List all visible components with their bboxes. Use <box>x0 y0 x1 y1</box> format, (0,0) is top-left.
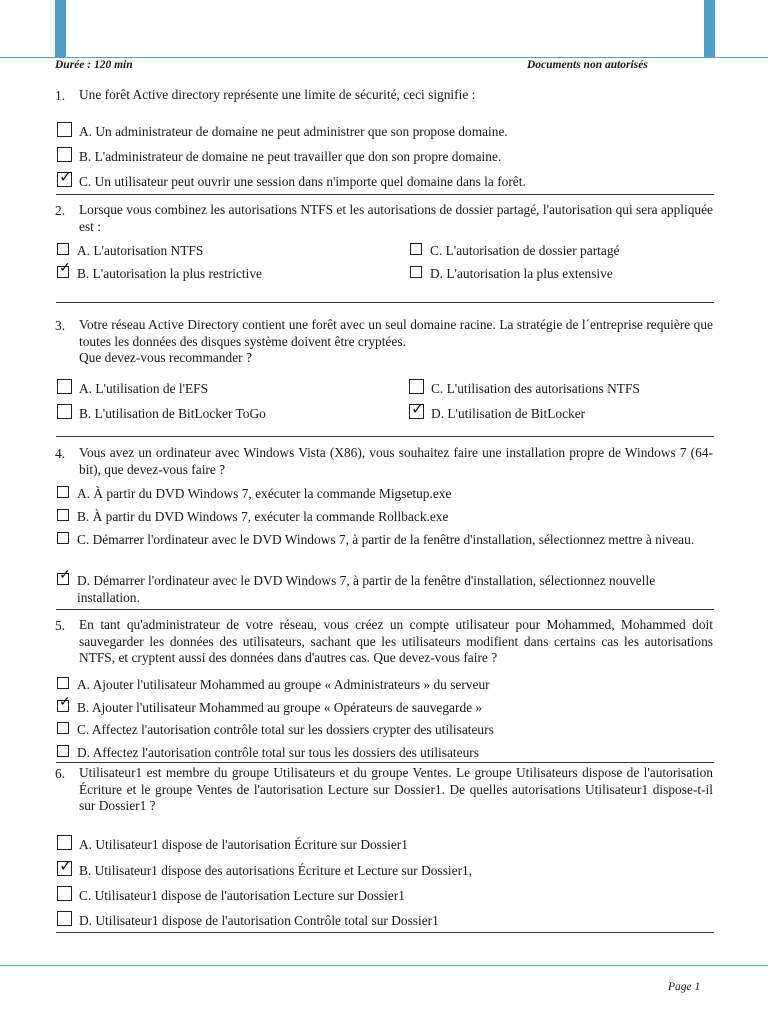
checkbox-checked-icon[interactable]: ✓ <box>59 568 71 583</box>
question-3-prompt: Que devez-vous recommander ? <box>79 350 252 365</box>
question-1-number: 1. <box>55 88 66 103</box>
checkbox-checked-icon[interactable]: ✓ <box>59 261 71 276</box>
header-rule <box>0 57 768 58</box>
question-separator <box>56 609 714 610</box>
checkbox-icon[interactable] <box>57 722 69 734</box>
checkbox-checked-icon[interactable]: ✓ <box>411 401 425 418</box>
question-separator <box>56 436 714 437</box>
checkbox-icon[interactable] <box>57 404 72 419</box>
checkbox-icon[interactable] <box>57 532 69 544</box>
checkbox-icon[interactable] <box>57 243 69 255</box>
question-6-text: Utilisateur1 est membre du groupe Utilisateurs et du groupe Ventes. Le groupe Utilisateurs dispose de l'autorisation Écriture et le groupe Ventes de l'autorisation Lecture sur Dossier1. De quelles autorisations Utilisateur1 dispose-t-il sur Dossier1 ? <box>79 765 713 813</box>
question-3-number: 3. <box>55 318 66 333</box>
question-2-number: 2. <box>55 203 66 218</box>
header-accent-bar-right <box>704 0 715 58</box>
checkbox-icon[interactable] <box>57 147 72 162</box>
checkbox-icon[interactable] <box>410 266 422 278</box>
checkbox-icon[interactable] <box>57 835 72 850</box>
question-separator <box>56 302 714 303</box>
checkbox-icon[interactable] <box>57 509 69 521</box>
question-4-number: 4. <box>55 446 66 461</box>
checkbox-icon[interactable] <box>57 486 69 498</box>
documents-notice: Documents non autorisés <box>527 59 648 71</box>
checkbox-checked-icon[interactable]: ✓ <box>59 695 71 710</box>
checkbox-checked-icon[interactable]: ✓ <box>59 169 73 186</box>
checkbox-icon[interactable] <box>410 243 422 255</box>
checkbox-icon[interactable] <box>57 379 72 394</box>
checkbox-icon[interactable] <box>57 745 69 757</box>
checkbox-icon[interactable] <box>57 886 72 901</box>
question-4-text: Vous avez un ordinateur avec Windows Vista (X86), vous souhaitez faire une installation propre de Windows 7 (64-bit), que devez-vous faire ? <box>79 445 713 477</box>
exam-duration: Durée : 120 min <box>55 59 133 71</box>
checkbox-icon[interactable] <box>409 379 424 394</box>
question-separator <box>56 762 714 763</box>
question-5-text: En tant qu'administrateur de votre réseau, vous créez un compte utilisateur pour Mohammed, Mohammed doit sauvegarder les données des utilisateurs, sachant que les utilisateurs modifient dans certains cas les autorisations NTFS, et cryptent aussi des données dans d'autres cas. Que devez-vous faire ? <box>79 617 713 665</box>
question-5-number: 5. <box>55 618 66 633</box>
question-separator <box>56 932 714 933</box>
checkbox-icon[interactable] <box>57 677 69 689</box>
question-2-text: Lorsque vous combinez les autorisations NTFS et les autorisations de dossier partagé, l'autorisation qui sera appliquée est : <box>79 202 713 234</box>
checkbox-icon[interactable] <box>57 911 72 926</box>
question-3-text: Votre réseau Active Directory contient une forêt avec un seul domaine racine. La stratégie de l´entreprise requière que toutes les données des disques système doivent être cryptées. <box>79 317 713 349</box>
checkbox-icon[interactable] <box>57 122 72 137</box>
page-number: Page 1 <box>668 981 701 993</box>
question-1-text: Une forêt Active directory représente une limite de sécurité, ceci signifie : <box>79 87 476 102</box>
question-separator <box>56 194 714 195</box>
footer-rule <box>0 965 768 966</box>
header-accent-bar-left <box>55 0 66 58</box>
checkbox-checked-icon[interactable]: ✓ <box>59 858 73 875</box>
question-6-number: 6. <box>55 766 66 781</box>
